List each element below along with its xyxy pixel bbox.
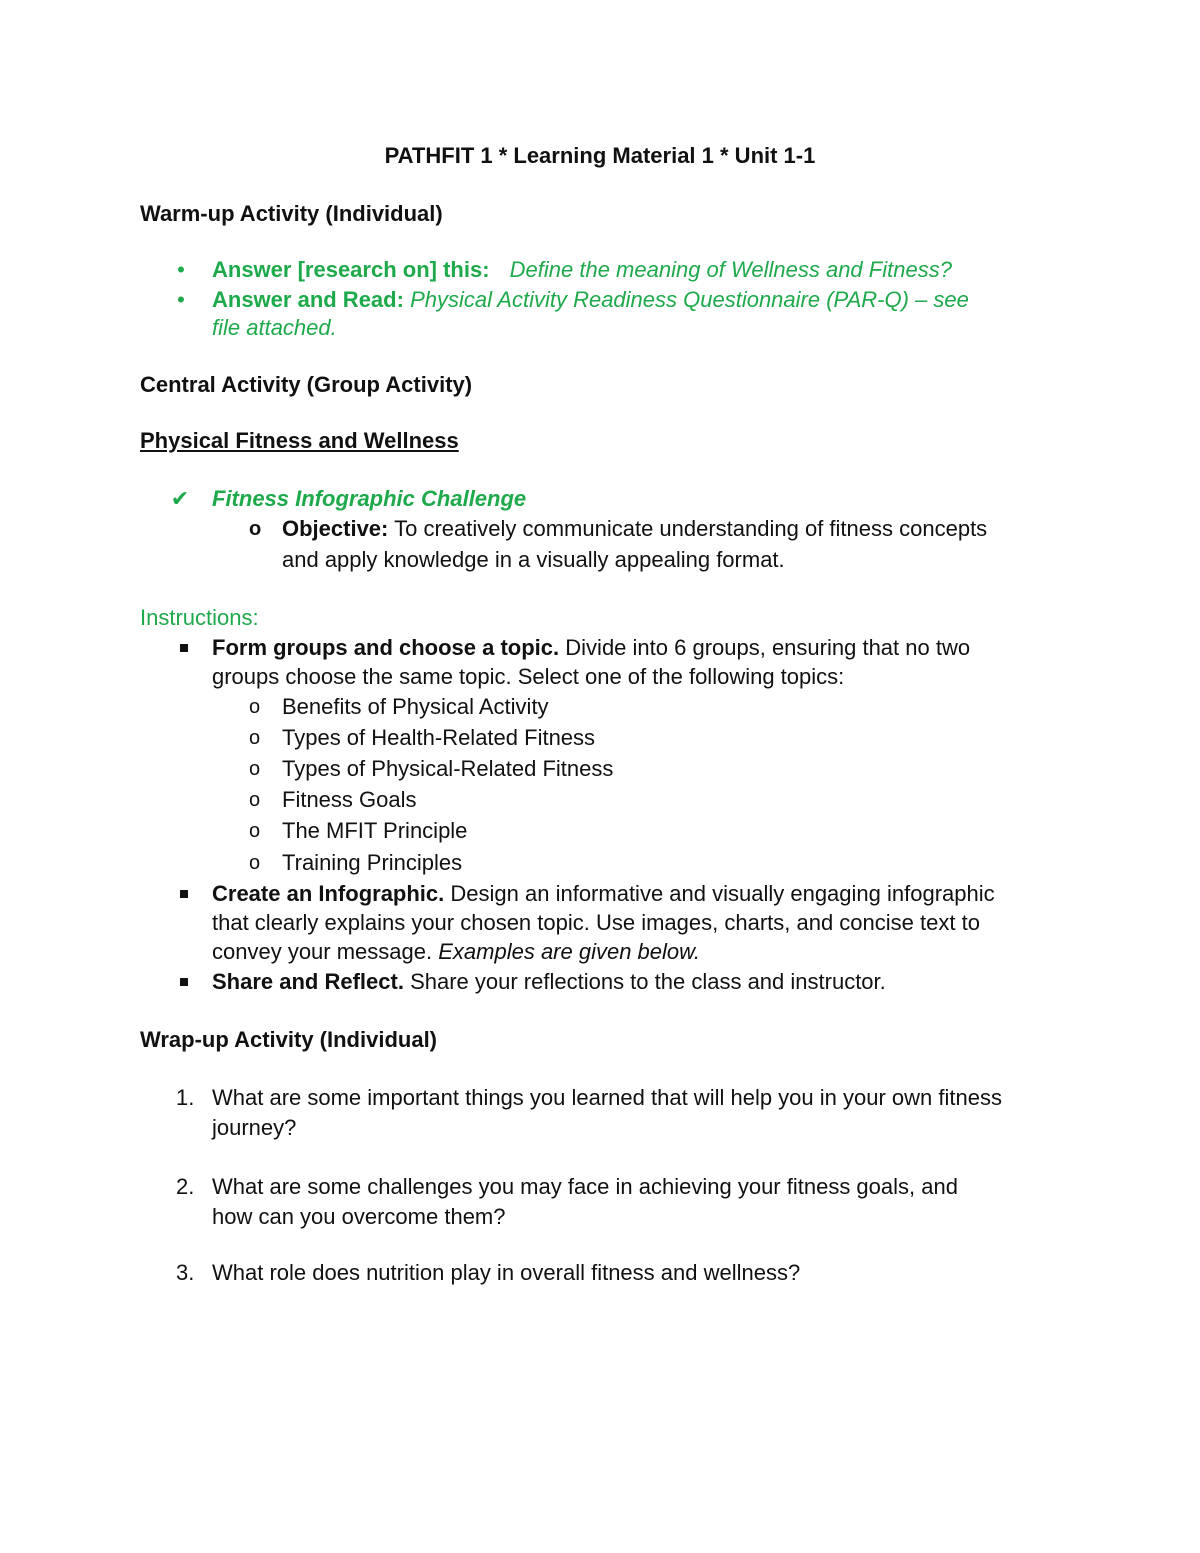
step-2-examples-note: Examples are given below.	[438, 939, 700, 964]
circle-bullet-icon: o	[249, 518, 262, 540]
question-1: What are some important things you learned that will help you in your own fitness	[212, 1085, 1002, 1110]
warmup-item-1	[212, 255, 952, 285]
step-2	[212, 879, 995, 909]
question-number: 2.	[176, 1174, 195, 1199]
circle-bullet-icon: o	[249, 758, 261, 780]
circle-bullet-icon: o	[249, 727, 261, 749]
question-number: 1.	[176, 1085, 195, 1110]
green-dot-bullet-icon: •	[177, 257, 185, 282]
step-2-text: Design an informative and visually engaging infographic	[450, 881, 995, 906]
step-3-text: Share your reflections to the class and instructor.	[410, 969, 886, 994]
green-dot-bullet-icon: •	[177, 287, 185, 312]
warmup-item-2-text: Physical Activity Readiness Questionnaire (PAR-Q) – see	[410, 287, 969, 312]
topic-item: The MFIT Principle	[282, 818, 468, 843]
objective-line	[282, 514, 987, 544]
step-2-text-cont: that clearly explains your chosen topic. Use images, charts, and concise text to	[212, 910, 980, 935]
topic-item: Types of Health-Related Fitness	[282, 725, 596, 750]
central-subheading: Physical Fitness and Wellness	[140, 428, 459, 453]
warmup-item-1-text: Define the meaning of Wellness and Fitness?	[509, 257, 952, 282]
objective-text-cont: and apply knowledge in a visually appealing format.	[282, 547, 785, 572]
question-number: 3.	[176, 1260, 195, 1285]
step-1-label: Form groups and choose a topic.	[212, 635, 560, 660]
topic-item: Training Principles	[282, 850, 463, 875]
step-1-text-cont: groups choose the same topic. Select one of the following topics:	[212, 664, 845, 689]
step-2-label: Create an Infographic.	[212, 881, 445, 906]
step-1	[212, 633, 970, 663]
objective-label: Objective:	[282, 516, 389, 541]
step-2-text-end	[212, 937, 700, 967]
step-2-text-line3: convey your message.	[212, 939, 433, 964]
question-3: What role does nutrition play in overall fitness and wellness?	[212, 1260, 801, 1285]
circle-bullet-icon: o	[249, 852, 261, 874]
square-bullet-icon	[180, 978, 188, 986]
warmup-heading: Warm-up Activity (Individual)	[140, 201, 443, 226]
square-bullet-icon	[180, 644, 188, 652]
warmup-item-2-text-cont: file attached.	[212, 315, 337, 340]
square-bullet-icon	[180, 890, 188, 898]
circle-bullet-icon: o	[249, 789, 261, 811]
warmup-item-1-label: Answer [research on] this:	[212, 257, 490, 282]
topic-item: Benefits of Physical Activity	[282, 694, 549, 719]
wrapup-heading: Wrap-up Activity (Individual)	[140, 1027, 438, 1052]
question-2: What are some challenges you may face in achieving your fitness goals, and	[212, 1174, 958, 1199]
step-1-text: Divide into 6 groups, ensuring that no two	[565, 635, 971, 660]
question-1-cont: journey?	[212, 1115, 297, 1140]
circle-bullet-icon: o	[249, 696, 261, 718]
instructions-heading: Instructions:	[140, 605, 259, 630]
warmup-item-2-label: Answer and Read:	[212, 287, 404, 312]
challenge-title: Fitness Infographic Challenge	[212, 486, 527, 511]
question-2-cont: how can you overcome them?	[212, 1204, 506, 1229]
central-heading: Central Activity (Group Activity)	[140, 372, 473, 397]
step-3-label: Share and Reflect.	[212, 969, 404, 994]
warmup-item-2	[212, 285, 969, 315]
step-3	[212, 967, 886, 997]
checkmark-icon: ✔	[170, 486, 190, 511]
document-title: PATHFIT 1 * Learning Material 1 * Unit 1-1	[384, 143, 816, 168]
topic-item: Types of Physical-Related Fitness	[282, 756, 614, 781]
objective-text: To creatively communicate understanding of fitness concepts	[394, 516, 988, 541]
circle-bullet-icon: o	[249, 820, 261, 842]
topic-item: Fitness Goals	[282, 787, 417, 812]
